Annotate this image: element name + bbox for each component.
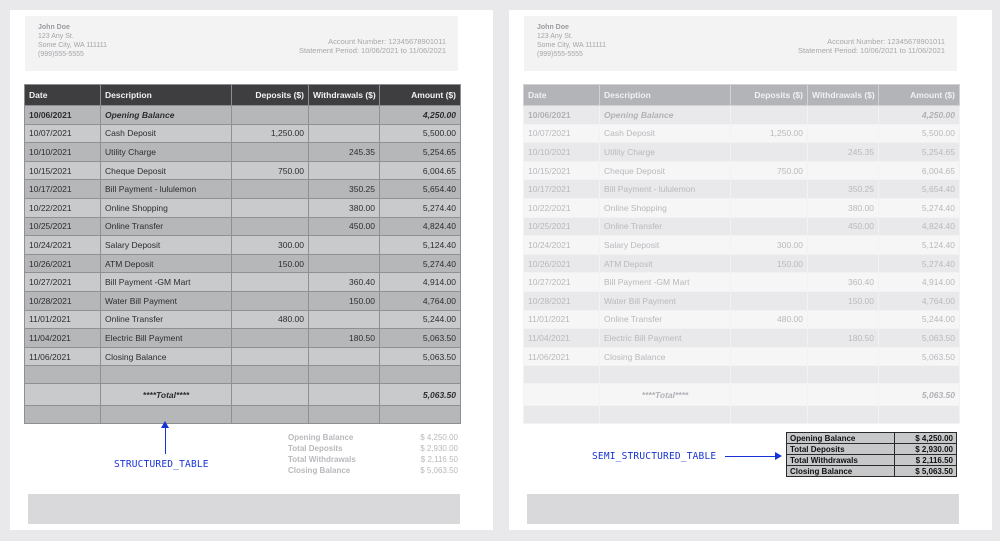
summary-label: Closing Balance <box>288 466 351 475</box>
description-cell: Closing Balance <box>101 347 232 366</box>
description-cell: Electric Bill Payment <box>600 329 731 348</box>
amount-cell: 5,124.40 <box>879 236 960 255</box>
summary-row <box>288 432 458 443</box>
withdrawal-cell <box>309 161 380 180</box>
withdrawal-cell: 150.00 <box>309 291 380 310</box>
description-cell: ATM Deposit <box>600 254 731 273</box>
empty-cell <box>524 366 600 384</box>
summary-value: $ 2,930.00 <box>420 444 458 453</box>
description-cell: Cash Deposit <box>600 124 731 143</box>
account-number: Account Number: 12345678901011 <box>827 37 945 46</box>
description-cell: Utility Charge <box>600 143 731 162</box>
table-row <box>524 310 960 329</box>
empty-cell <box>25 406 101 424</box>
table-row <box>524 217 960 236</box>
date-cell: 10/26/2021 <box>25 254 101 273</box>
description-cell: Online Transfer <box>600 310 731 329</box>
empty-cell <box>600 366 731 384</box>
semi-structured-table-label: SEMI_STRUCTURED_TABLE <box>592 451 717 462</box>
deposit-cell <box>232 180 309 199</box>
summary-value: $ 2,930.00 <box>895 444 957 455</box>
summary-row <box>288 465 458 476</box>
empty-cell <box>232 406 309 424</box>
amount-cell: 5,254.65 <box>879 143 960 162</box>
footer-bar <box>527 494 959 524</box>
empty-cell <box>808 366 879 384</box>
date-cell: 11/04/2021 <box>524 329 600 348</box>
total-amount: 5,063.50 <box>380 384 461 406</box>
deposit-cell: 480.00 <box>232 310 309 329</box>
description-cell: Online Transfer <box>101 310 232 329</box>
deposit-cell: 150.00 <box>232 254 309 273</box>
description-cell: Opening Balance <box>600 106 731 125</box>
table-row <box>25 217 461 236</box>
column-header: Date <box>25 85 101 106</box>
amount-cell: 5,500.00 <box>380 124 461 143</box>
summary-row <box>787 433 957 444</box>
date-cell: 10/15/2021 <box>524 161 600 180</box>
amount-cell: 4,764.00 <box>879 291 960 310</box>
total-amount: 5,063.50 <box>879 384 960 406</box>
description-cell: Opening Balance <box>101 106 232 125</box>
deposit-cell <box>731 273 808 292</box>
table-row <box>25 161 461 180</box>
column-header: Deposits ($) <box>232 85 309 106</box>
description-cell: Online Shopping <box>101 198 232 217</box>
deposit-cell <box>232 329 309 348</box>
customer-info <box>38 23 107 59</box>
summary-value: $ 5,063.50 <box>420 466 458 475</box>
date-cell: 10/27/2021 <box>524 273 600 292</box>
date-cell: 11/04/2021 <box>25 329 101 348</box>
amount-cell: 5,063.50 <box>879 329 960 348</box>
description-cell: Water Bill Payment <box>600 291 731 310</box>
amount-cell: 5,244.00 <box>380 310 461 329</box>
amount-cell: 6,004.65 <box>380 161 461 180</box>
table-row <box>25 236 461 255</box>
table-row <box>524 329 960 348</box>
date-cell: 10/22/2021 <box>524 198 600 217</box>
empty-cell <box>101 366 232 384</box>
summary-value: $ 4,250.00 <box>895 433 957 444</box>
customer-address-line2: Some City, WA 111111 <box>537 42 606 49</box>
deposit-cell: 1,250.00 <box>232 124 309 143</box>
table-row <box>524 198 960 217</box>
description-cell: Bill Payment - lululemon <box>600 180 731 199</box>
withdrawal-cell: 350.25 <box>808 180 879 199</box>
date-cell: 10/26/2021 <box>524 254 600 273</box>
summary-label: Opening Balance <box>787 433 895 444</box>
withdrawal-cell: 180.50 <box>808 329 879 348</box>
date-cell: 10/27/2021 <box>25 273 101 292</box>
empty-cell <box>309 406 380 424</box>
empty-cell <box>600 406 731 424</box>
deposit-cell: 300.00 <box>731 236 808 255</box>
total-label: ****Total**** <box>101 384 232 406</box>
account-details <box>299 37 446 55</box>
account-number: Account Number: 12345678901011 <box>328 37 446 46</box>
amount-cell: 5,063.50 <box>380 329 461 348</box>
deposit-cell <box>232 217 309 236</box>
withdrawal-cell <box>309 106 380 125</box>
amount-cell: 4,764.00 <box>380 291 461 310</box>
table-row <box>25 273 461 292</box>
withdrawal-cell: 380.00 <box>808 198 879 217</box>
table-row <box>25 347 461 366</box>
deposit-cell <box>232 106 309 125</box>
deposit-cell <box>232 198 309 217</box>
description-cell: Cheque Deposit <box>600 161 731 180</box>
empty-cell <box>309 384 380 406</box>
deposit-cell <box>731 106 808 125</box>
empty-cell <box>380 406 461 424</box>
spacer-row <box>25 366 461 384</box>
empty-cell <box>879 366 960 384</box>
table-row <box>25 329 461 348</box>
withdrawal-cell <box>309 236 380 255</box>
spacer-row <box>524 366 960 384</box>
deposit-cell <box>731 180 808 199</box>
date-cell: 10/24/2021 <box>25 236 101 255</box>
summary-row <box>288 443 458 454</box>
withdrawal-cell: 245.35 <box>309 143 380 162</box>
withdrawal-cell <box>808 254 879 273</box>
empty-cell <box>879 406 960 424</box>
withdrawal-cell: 450.00 <box>309 217 380 236</box>
deposit-cell: 750.00 <box>731 161 808 180</box>
date-cell: 10/28/2021 <box>524 291 600 310</box>
table-row <box>524 180 960 199</box>
deposit-cell <box>731 329 808 348</box>
date-cell: 10/06/2021 <box>25 106 101 125</box>
amount-cell: 5,274.40 <box>879 198 960 217</box>
withdrawal-cell: 180.50 <box>309 329 380 348</box>
table-row <box>524 254 960 273</box>
semi-structured-statement-panel <box>509 10 992 530</box>
amount-cell: 4,250.00 <box>879 106 960 125</box>
withdrawal-cell: 350.25 <box>309 180 380 199</box>
semi-structured-summary-table <box>786 432 957 477</box>
withdrawal-cell <box>309 310 380 329</box>
description-cell: Salary Deposit <box>600 236 731 255</box>
structured-statement-panel <box>10 10 493 530</box>
date-cell: 10/15/2021 <box>25 161 101 180</box>
date-cell: 10/07/2021 <box>524 124 600 143</box>
description-cell: Cheque Deposit <box>101 161 232 180</box>
date-cell: 10/06/2021 <box>524 106 600 125</box>
summary-value: $ 2,116.50 <box>895 455 957 466</box>
faded-transaction-table <box>523 84 960 424</box>
deposit-cell: 1,250.00 <box>731 124 808 143</box>
deposit-cell: 300.00 <box>232 236 309 255</box>
summary-value: $ 5,063.50 <box>895 466 957 477</box>
empty-cell <box>25 384 101 406</box>
deposit-cell <box>731 347 808 366</box>
description-cell: ATM Deposit <box>101 254 232 273</box>
summary-row <box>787 455 957 466</box>
statement-period: Statement Period: 10/06/2021 to 11/06/2021 <box>797 46 945 55</box>
withdrawal-cell <box>309 124 380 143</box>
faded-summary <box>288 432 458 476</box>
empty-cell <box>731 384 808 406</box>
empty-cell <box>232 366 309 384</box>
date-cell: 10/24/2021 <box>524 236 600 255</box>
summary-row <box>787 444 957 455</box>
withdrawal-cell: 245.35 <box>808 143 879 162</box>
table-row <box>524 161 960 180</box>
description-cell: Bill Payment -GM Mart <box>600 273 731 292</box>
deposit-cell <box>731 198 808 217</box>
deposit-cell <box>731 291 808 310</box>
total-row <box>25 384 461 406</box>
amount-cell: 4,914.00 <box>380 273 461 292</box>
table-row <box>25 198 461 217</box>
amount-cell: 5,244.00 <box>879 310 960 329</box>
column-header: Amount ($) <box>380 85 461 106</box>
description-cell: Closing Balance <box>600 347 731 366</box>
statement-period: Statement Period: 10/06/2021 to 11/06/2021 <box>298 46 446 55</box>
summary-value: $ 4,250.00 <box>420 433 458 442</box>
date-cell: 10/17/2021 <box>524 180 600 199</box>
summary-label: Total Withdrawals <box>288 455 356 464</box>
description-cell: Online Shopping <box>600 198 731 217</box>
amount-cell: 5,274.40 <box>879 254 960 273</box>
column-header: Description <box>600 85 731 106</box>
column-header: Date <box>524 85 600 106</box>
summary-value: $ 2,116.50 <box>420 455 458 464</box>
deposit-cell <box>232 347 309 366</box>
table-header-row <box>524 85 960 106</box>
amount-cell: 5,274.40 <box>380 254 461 273</box>
deposit-cell <box>232 273 309 292</box>
customer-name: John Doe <box>537 24 569 31</box>
amount-cell: 5,254.65 <box>380 143 461 162</box>
deposit-cell: 480.00 <box>731 310 808 329</box>
customer-name: John Doe <box>38 24 70 31</box>
amount-cell: 5,063.50 <box>380 347 461 366</box>
withdrawal-cell <box>808 236 879 255</box>
customer-phone: (999)555-5555 <box>38 51 84 58</box>
date-cell: 10/28/2021 <box>25 291 101 310</box>
description-cell: Cash Deposit <box>101 124 232 143</box>
amount-cell: 5,654.40 <box>380 180 461 199</box>
empty-cell <box>808 384 879 406</box>
date-cell: 10/07/2021 <box>25 124 101 143</box>
amount-cell: 4,914.00 <box>879 273 960 292</box>
withdrawal-cell <box>808 161 879 180</box>
column-header: Withdrawals ($) <box>808 85 879 106</box>
customer-address-line2: Some City, WA 111111 <box>38 42 107 49</box>
description-cell: Salary Deposit <box>101 236 232 255</box>
column-header: Description <box>101 85 232 106</box>
amount-cell: 4,824.40 <box>380 217 461 236</box>
summary-row <box>787 466 957 477</box>
amount-cell: 5,124.40 <box>380 236 461 255</box>
deposit-cell <box>232 291 309 310</box>
withdrawal-cell <box>808 310 879 329</box>
withdrawal-cell: 360.40 <box>808 273 879 292</box>
table-header-row <box>25 85 461 106</box>
arrow-up-icon <box>165 426 166 454</box>
date-cell: 11/01/2021 <box>25 310 101 329</box>
table-row <box>25 291 461 310</box>
date-cell: 10/25/2021 <box>25 217 101 236</box>
withdrawal-cell <box>808 106 879 125</box>
table-row <box>25 254 461 273</box>
summary-label: Closing Balance <box>787 466 895 477</box>
empty-cell <box>232 384 309 406</box>
structured-table-label: STRUCTURED_TABLE <box>114 459 209 470</box>
customer-phone: (999)555-5555 <box>537 51 583 58</box>
summary-label: Total Withdrawals <box>787 455 895 466</box>
empty-cell <box>524 384 600 406</box>
date-cell: 10/17/2021 <box>25 180 101 199</box>
empty-cell <box>309 366 380 384</box>
summary-label: Total Deposits <box>288 444 343 453</box>
customer-address-line1: 123 Any St. <box>38 33 74 40</box>
withdrawal-cell <box>309 347 380 366</box>
column-header: Amount ($) <box>879 85 960 106</box>
deposit-cell: 150.00 <box>731 254 808 273</box>
amount-cell: 5,654.40 <box>879 180 960 199</box>
total-label: ****Total**** <box>600 384 731 406</box>
description-cell: Water Bill Payment <box>101 291 232 310</box>
account-header <box>25 16 458 71</box>
table-row <box>524 273 960 292</box>
withdrawal-cell: 450.00 <box>808 217 879 236</box>
date-cell: 11/01/2021 <box>524 310 600 329</box>
summary-row <box>288 454 458 465</box>
date-cell: 10/25/2021 <box>524 217 600 236</box>
date-cell: 11/06/2021 <box>524 347 600 366</box>
table-row <box>25 143 461 162</box>
table-row <box>524 106 960 125</box>
withdrawal-cell: 150.00 <box>808 291 879 310</box>
withdrawal-cell: 380.00 <box>309 198 380 217</box>
description-cell: Bill Payment - lululemon <box>101 180 232 199</box>
description-cell: Bill Payment -GM Mart <box>101 273 232 292</box>
empty-cell <box>731 406 808 424</box>
table-row <box>25 180 461 199</box>
spacer-row <box>25 406 461 424</box>
table-row <box>524 124 960 143</box>
withdrawal-cell: 360.40 <box>309 273 380 292</box>
withdrawal-cell <box>309 254 380 273</box>
empty-cell <box>25 366 101 384</box>
account-header <box>524 16 957 71</box>
total-row <box>524 384 960 406</box>
date-cell: 10/10/2021 <box>25 143 101 162</box>
description-cell: Online Transfer <box>101 217 232 236</box>
date-cell: 11/06/2021 <box>25 347 101 366</box>
withdrawal-cell <box>808 347 879 366</box>
account-details <box>798 37 945 55</box>
table-row <box>25 310 461 329</box>
spacer-row <box>524 406 960 424</box>
deposit-cell: 750.00 <box>232 161 309 180</box>
table-row <box>524 291 960 310</box>
structured-transaction-table <box>24 84 461 424</box>
date-cell: 10/10/2021 <box>524 143 600 162</box>
deposit-cell <box>731 217 808 236</box>
arrow-right-icon <box>725 456 777 457</box>
amount-cell: 5,063.50 <box>879 347 960 366</box>
empty-cell <box>524 406 600 424</box>
empty-cell <box>808 406 879 424</box>
table-row <box>524 143 960 162</box>
column-header: Deposits ($) <box>731 85 808 106</box>
empty-cell <box>731 366 808 384</box>
date-cell: 10/22/2021 <box>25 198 101 217</box>
deposit-cell <box>232 143 309 162</box>
description-cell: Online Transfer <box>600 217 731 236</box>
footer-bar <box>28 494 460 524</box>
table-row <box>524 236 960 255</box>
amount-cell: 5,500.00 <box>879 124 960 143</box>
amount-cell: 4,824.40 <box>879 217 960 236</box>
withdrawal-cell <box>808 124 879 143</box>
table-row <box>25 106 461 125</box>
amount-cell: 5,274.40 <box>380 198 461 217</box>
empty-cell <box>380 366 461 384</box>
table-row <box>25 124 461 143</box>
table-row <box>524 347 960 366</box>
column-header: Withdrawals ($) <box>309 85 380 106</box>
summary-label: Total Deposits <box>787 444 895 455</box>
customer-address-line1: 123 Any St. <box>537 33 573 40</box>
deposit-cell <box>731 143 808 162</box>
description-cell: Utility Charge <box>101 143 232 162</box>
amount-cell: 6,004.65 <box>879 161 960 180</box>
description-cell: Electric Bill Payment <box>101 329 232 348</box>
customer-info <box>537 23 606 59</box>
summary-label: Opening Balance <box>288 433 354 442</box>
amount-cell: 4,250.00 <box>380 106 461 125</box>
